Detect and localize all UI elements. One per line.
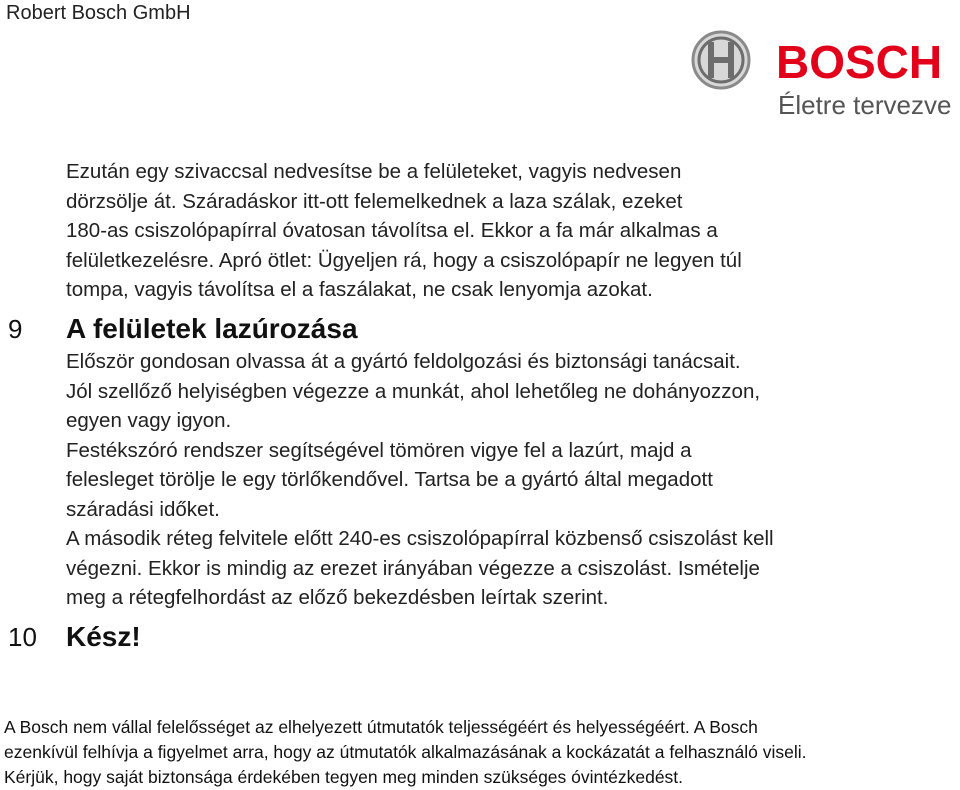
- disclaimer-line: Kérjük, hogy saját biztonsága érdekében tegyen meg minden szükséges óvintézkedést.: [4, 767, 684, 787]
- section-line: Először gondosan olvassa át a gyártó feldolgozási és biztonsági tanácsait.: [66, 350, 741, 373]
- section-title: Kész!: [66, 621, 141, 652]
- section-number: 10: [8, 622, 37, 652]
- bosch-armature-icon: [693, 32, 749, 88]
- section-line: Jól szellőző helyiségben végezze a munkát, ahol lehetőleg ne dohányozzon,: [66, 379, 761, 403]
- section-body: [66, 347, 946, 613]
- intro-line: tompa, vagyis távolítsa el a faszálakat, ne csak lenyomja azokat.: [66, 278, 653, 301]
- section-line: felesleget törölje le egy törlőkendővel. Tartsa be a gyártó által megadott: [66, 468, 713, 491]
- section-line: végezni. Ekkor is mindig az erezet irányában végezze a csiszolást. Ismételje: [66, 556, 760, 580]
- section-number: 9: [8, 314, 23, 344]
- section-line: A második réteg felvitele előtt 240-es csiszolópapírral közbenső csiszolást kell: [66, 527, 774, 550]
- intro-line: Ezután egy szivaccsal nedvesítse be a felületeket, vagyis nedvesen: [66, 160, 682, 183]
- intro-line: dörzsölje át. Száradáskor itt-ott felemelkednek a laza szálak, ezeket: [66, 189, 683, 213]
- intro-paragraph: [66, 157, 946, 305]
- section-title: A felületek lazúrozása: [66, 313, 358, 344]
- section-line: száradási időket.: [66, 497, 220, 521]
- bosch-brand-text: BOSCH: [776, 36, 943, 88]
- disclaimer-line: A Bosch nem vállal felelősséget az elhelyezett útmutatók teljességéért és helyességéért. A Bosch: [4, 717, 758, 737]
- section-line: Festékszóró rendszer segítségével tömören vigye fel a lazúrt, majd a: [66, 438, 692, 462]
- disclaimer-line: ezenkívül felhívja a figyelmet arra, hogy az útmutatók alkalmazásának a kockázatát a felhasználó viseli.: [4, 742, 807, 762]
- intro-line: 180-as csiszolópapírral óvatosan távolítsa el. Ekkor a fa már alkalmas a: [66, 219, 718, 242]
- section-line: egyen vagy igyon.: [66, 409, 232, 432]
- disclaimer: [4, 715, 954, 790]
- bosch-tagline-text: Életre tervezve: [778, 90, 952, 120]
- intro-line: felületkezelésre. Apró ötlet: Ügyeljen rá, hogy a csiszolópapír ne legyen túl: [66, 248, 742, 272]
- company-name: Robert Bosch GmbH: [6, 2, 191, 24]
- section-line: meg a rétegfelhordást az előző bekezdésben leírtak szerint.: [66, 586, 609, 609]
- bosch-logo: [690, 28, 958, 126]
